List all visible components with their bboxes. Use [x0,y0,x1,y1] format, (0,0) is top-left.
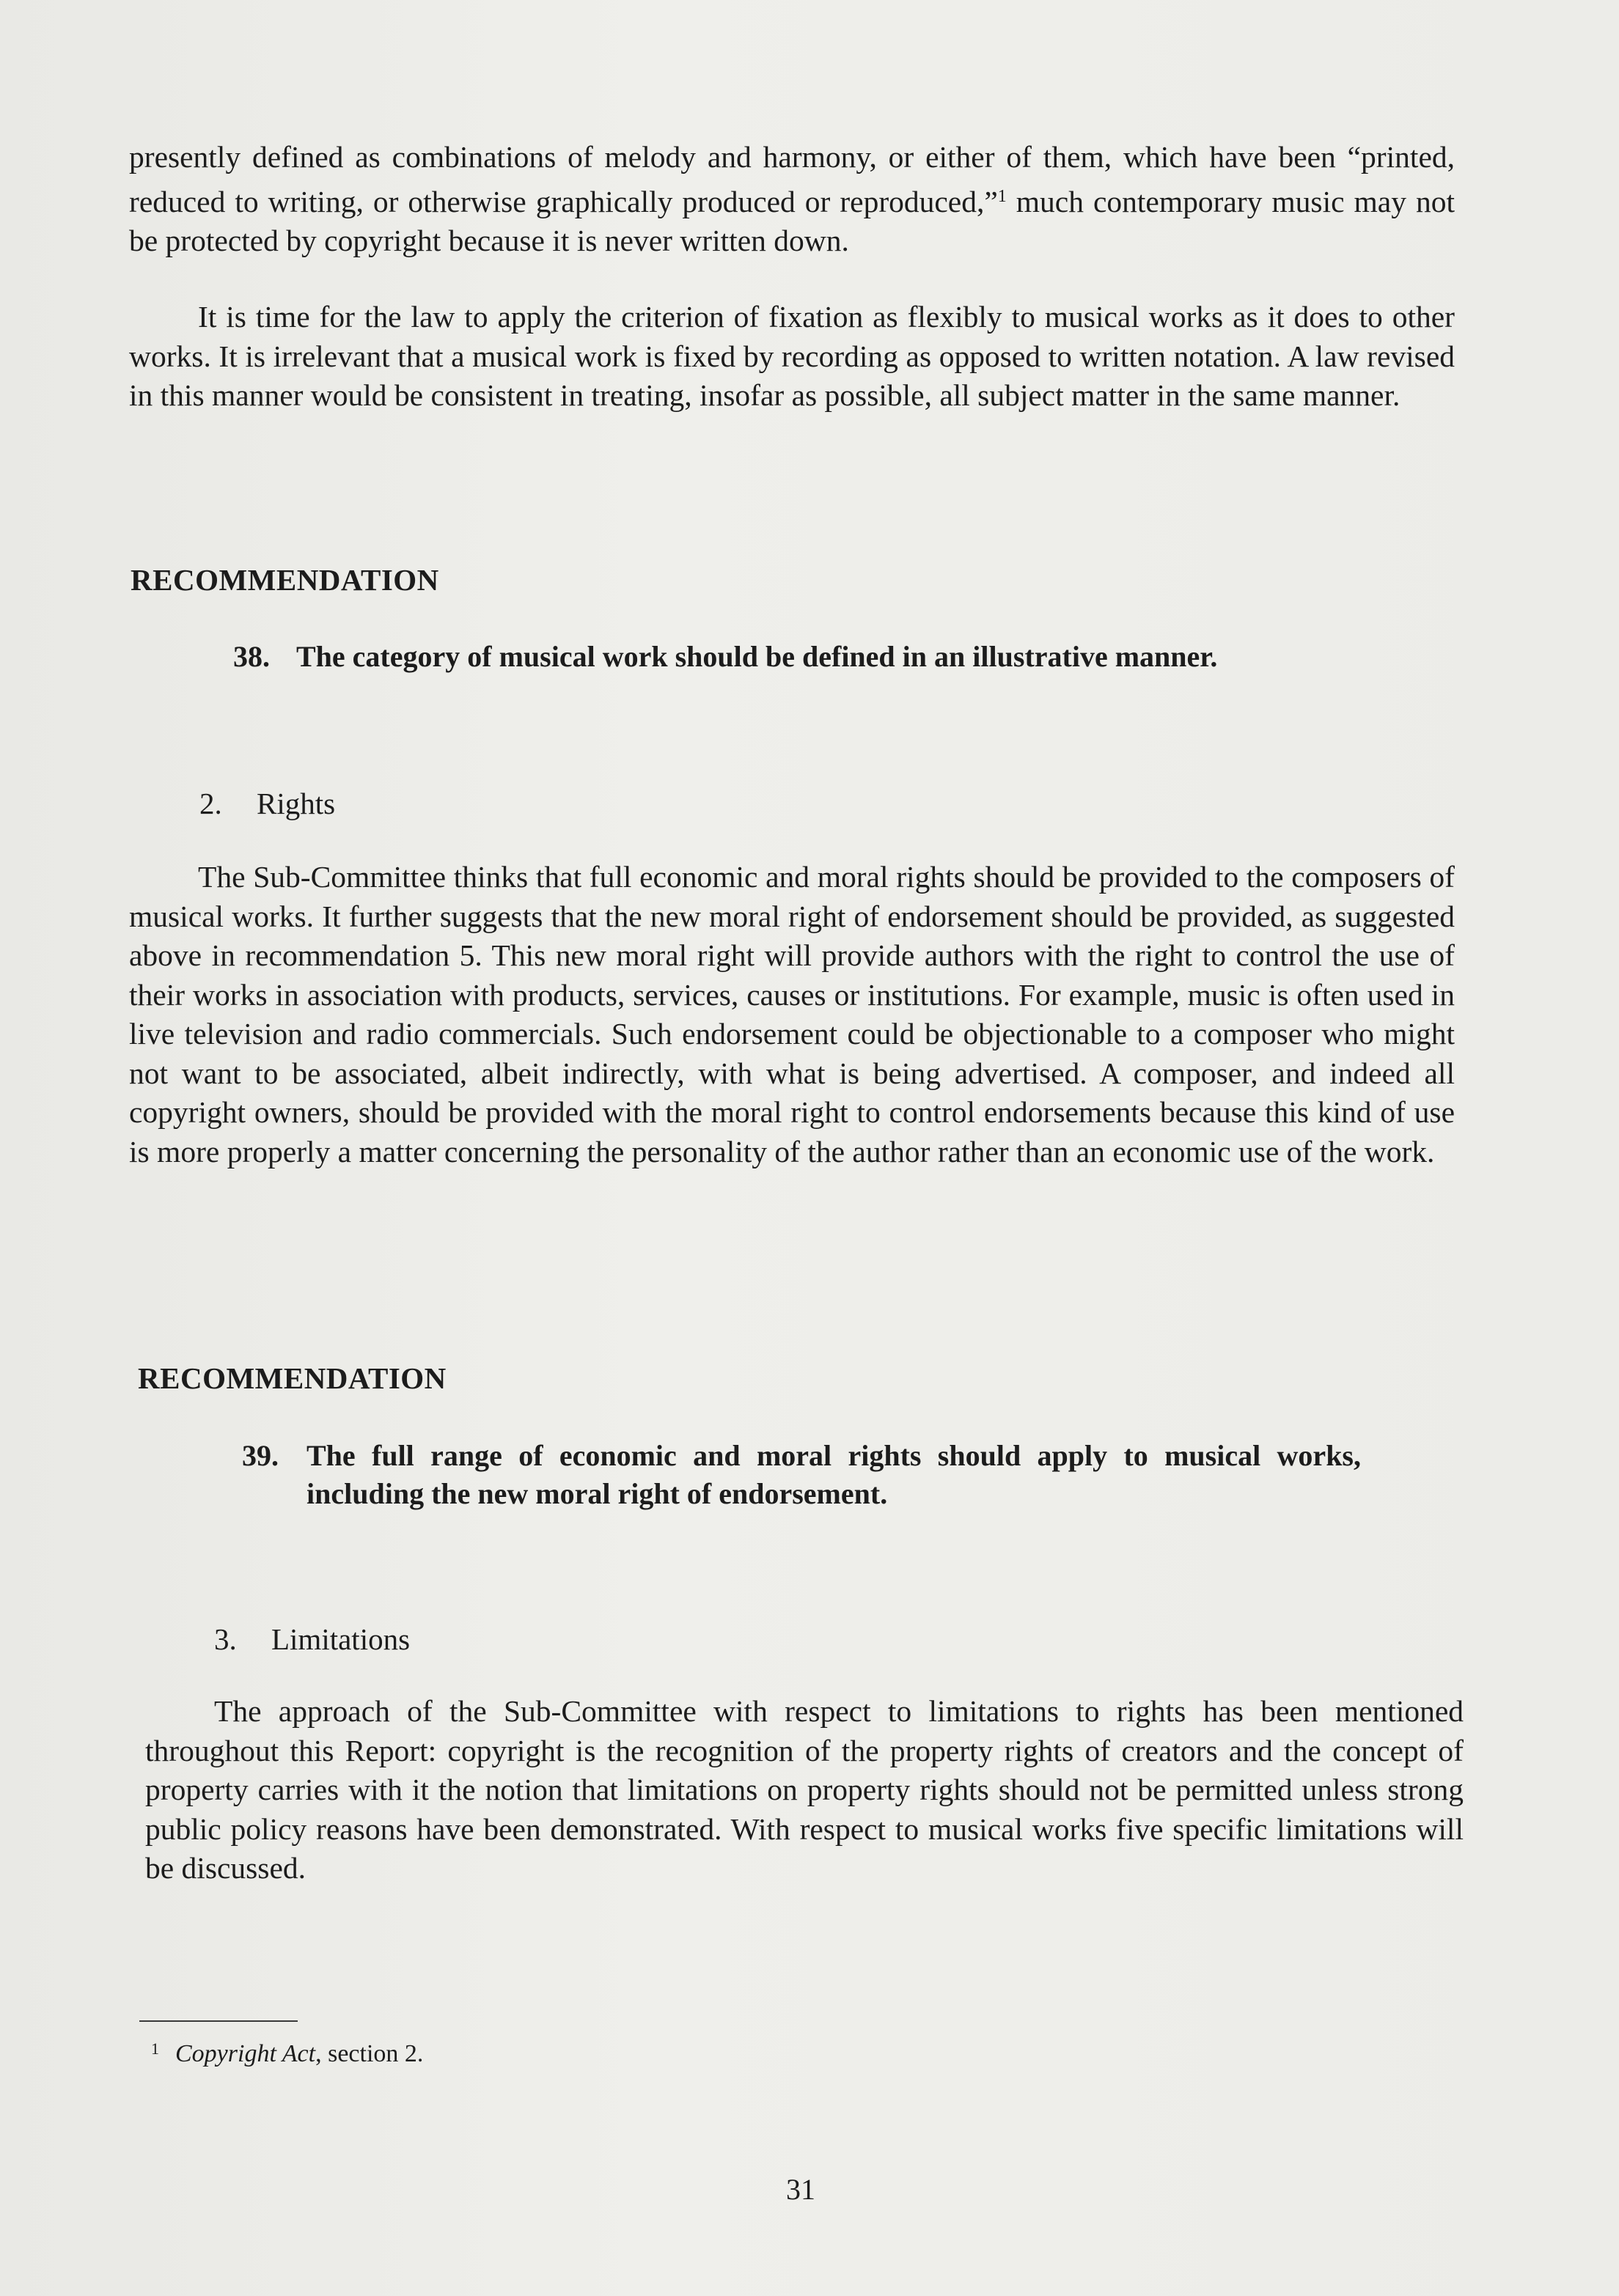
paragraph-rights: The Sub-Committee thinks that full economic and moral rights should be provided to the composers of musical works. It further suggests that the new moral right of endorsement should be provided, as suggested above in recommendation 5. This new moral right will provide authors with the right to control the use of their works in association with products, services, causes or institutions. For example, music is often used in live television and radio commercials. Such endorsement could be objectionable to a composer who might not want to be associated, albeit indirectly, with what is being advertised. A composer, and indeed all copyright owners, should be provided with the moral right to control endorsements because this kind of use is more properly a matter concerning the personality of the author rather than an economic use of the work. [129,860,1455,1169]
page-number: 31 [786,2173,815,2206]
recommendation-heading: RECOMMENDATION [131,563,439,597]
subsection-heading-rights [199,786,335,821]
recommendation-number: 39. [242,1439,279,1472]
subsection-number: 3. [214,1622,237,1656]
footnote-act-title: Copyright Act [175,2040,316,2067]
recommendation-39 [242,1437,1361,1513]
paragraph-text-continued: much contemporary music may not be protected by copyright because it is never written down. [129,184,1455,257]
paragraph-limitations: The approach of the Sub-Committee with respect to limitations to rights has been mentioned throughout this Report: copyright is the recognition of the property rights of creators and the concept of property carries with it the notion that limitations on property rights should not be permitted unless strong public policy reasons have been demonstrated. With respect to musical works five specific limitations will be discussed. [145,1694,1464,1885]
recommendation-text: The category of musical work should be defined in an illustrative manner. [296,640,1218,673]
footnote [151,2039,423,2068]
paragraph-fixation: It is time for the law to apply the criterion of fixation as flexibly to musical works as it does to other works. It is irrelevant that a musical work is fixed by recording as opposed to written notation. A law revised in this manner would be consistent in treating, insofar as possible, all subject matter in the same manner. [129,300,1455,412]
recommendation-number: 38. [233,640,270,673]
recommendation-38 [233,638,1406,676]
footnote-section: , section 2. [315,2040,424,2067]
paragraph-musical-definition [129,138,1455,261]
subsection-number: 2. [199,787,222,820]
footnote-reference: 1 [997,186,1007,206]
subsection-heading-limitations [214,1622,410,1657]
footnote-marker: 1 [151,2039,159,2058]
footnote-divider [139,2020,298,2022]
recommendation-heading: RECOMMENDATION [138,1361,447,1395]
paragraph-text: presently defined as combinations of melody and harmony, or either of them, which have been “printed, reduced to writing, or otherwise graphically produced or reproduced,” [129,140,1455,218]
subsection-title: Rights [257,787,336,820]
recommendation-text: The full range of economic and moral rights should apply to musical works, including the new moral right of endorsement. [306,1439,1361,1510]
subsection-title: Limitations [271,1622,411,1656]
